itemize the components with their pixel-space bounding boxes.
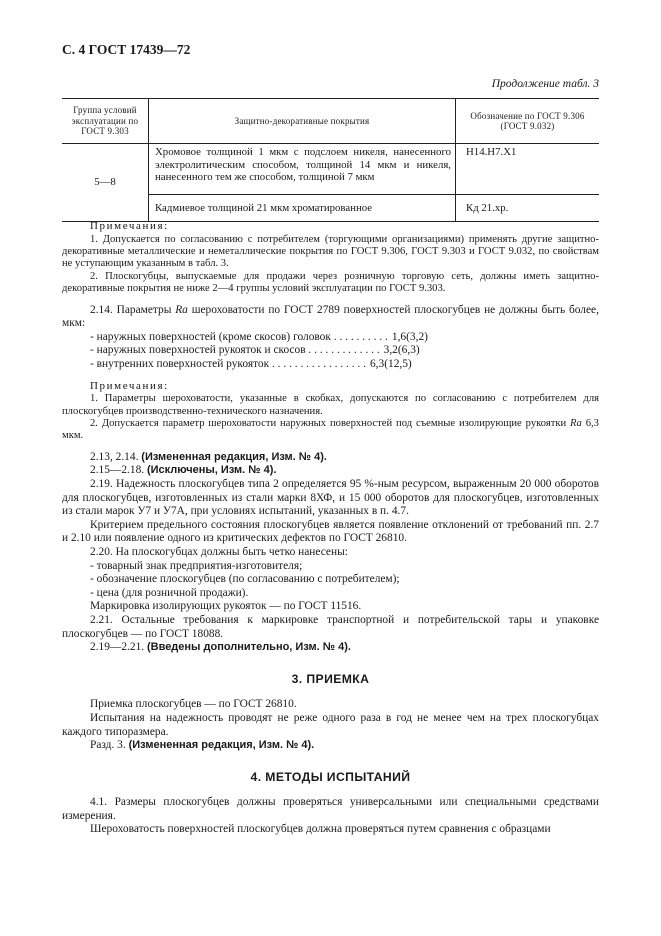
table-continuation-label: Продолжение табл. 3: [491, 78, 599, 90]
section-4-title: 4. МЕТОДЫ ИСПЫТАНИЙ: [250, 769, 411, 784]
roughness-item: - внутренних поверхностей рукояток . . . . . . . . . . . . . . . . . 6,3(12,5): [90, 358, 412, 370]
column-header-designation: Обозначение по ГОСТ 9.306 (ГОСТ 9.032): [456, 99, 600, 144]
roughness-item: - наружных поверхностей (кроме скосов) головок . . . . . . . . . . 1,6(3,2): [90, 330, 428, 343]
roughness-item: - наружных поверхностей рукояток и скосов . . . . . . . . . . . . . 3,2(6,3): [90, 344, 420, 357]
paragraph-roughness-check: Шероховатость поверхностей плоскогубцев должна проверяться путем сравнения с образцами: [90, 823, 551, 836]
column-header-coating: Защитно-декоративные покрытия: [149, 99, 456, 144]
designation-cell: Н14.Н7.Х1: [456, 144, 600, 195]
paragraph-4-1: 4.1. Размеры плоскогубцев должны проверяться универсальными или специальными средствами измерения.: [62, 796, 599, 822]
note-2: 2. Плоскогубцы, выпускаемые для продажи через розничную торговую сеть, должны иметь защитно-декоративные покрытия не ниже 2—4 группы условий эксплуатации по ГОСТ 9.303.: [62, 270, 599, 295]
paragraph-2-14: 2.14. Параметры Ra шероховатости по ГОСТ 2789 поверхностей плоскогубцев не должны быть более, мкм:: [62, 303, 599, 330]
notes-heading: Примечания:: [90, 379, 169, 392]
coating-cell: Хромовое толщиной 1 мкм с подслоем никеля, нанесенного электролитическим способом, толщиной 14 мкм и никеля, нанесенного тем же способом, толщиной 7 мкм: [149, 144, 456, 195]
paragraph-2-19: 2.19. Надежность плоскогубцев типа 2 определяется 95 %-ным ресурсом, выраженным 20 000 оборотов для плоскогубцев, изготовленных из стали марки 8ХФ, и 15 000 оборотов для плоскогубцев, изготовленных из стали марок У7 и У7А, при условиях испытаний, указанных в п. 4.7.: [62, 478, 599, 518]
paragraph-criterion: Критерием предельного состояния плоскогубцев является появление отклонений от требований пп. 2.7 и 2.10 или появление одного из критических дефектов по ГОСТ 26810.: [62, 518, 599, 545]
note-1: 1. Параметры шероховатости, указанные в скобках, допускаются по согласованию с потребителем для плоскогубцев производственно-технического назначения.: [62, 393, 599, 417]
coatings-table: [62, 98, 599, 222]
section-3-title: 3. ПРИЕМКА: [291, 671, 370, 686]
list-item: - товарный знак предприятия-изготовителя;: [90, 559, 303, 572]
paragraph-2-21: 2.21. Остальные требования к маркировке транспортной и потребительской тары и упаковке плоскогубцев — по ГОСТ 18088.: [62, 613, 599, 640]
group-cell: 5—8: [62, 144, 149, 222]
coating-cell: Кадмиевое толщиной 21 мкм хроматированное: [149, 195, 456, 222]
column-header-group: Группа условий эксплуатации по ГОСТ 9.303: [62, 99, 149, 144]
paragraph-reliability-tests: Испытания на надежность проводят не реже одного раза в год не менее чем на трех плоскогубцах каждого типоразмера.: [62, 711, 599, 738]
paragraph-acceptance: Приемка плоскогубцев — по ГОСТ 26810.: [90, 698, 297, 711]
paragraph-2-15: 2.15—2.18. (Исключены, Изм. № 4).: [90, 464, 277, 477]
designation-cell: Кд 21.хр.: [456, 195, 600, 222]
table-row: [62, 144, 599, 195]
paragraph-2-19-21: 2.19—2.21. (Введены дополнительно, Изм. № 4).: [90, 641, 351, 654]
list-item: - обозначение плоскогубцев (по согласованию с потребителем);: [90, 573, 400, 586]
note-2: 2. Допускается параметр шероховатости наружных поверхностей под съемные изолирующие рукоятки Ra 6,3 мкм.: [62, 418, 599, 442]
list-item: - цена (для розничной продажи).: [90, 586, 249, 599]
paragraph-2-20: 2.20. На плоскогубцах должны быть четко нанесены:: [90, 545, 348, 558]
paragraph-section-3-change: Разд. 3. (Измененная редакция, Изм. № 4).: [90, 739, 315, 752]
document-body: [62, 220, 599, 837]
notes-heading: Примечания:: [90, 220, 169, 232]
page-header: С. 4 ГОСТ 17439—72: [62, 42, 191, 57]
paragraph-2-13: 2.13, 2.14. (Измененная редакция, Изм. № 4).: [90, 450, 327, 463]
note-1: 1. Допускается по согласованию с потребителем (торгующими организациями) применять другие защитно-декоративные металлические и неметаллические покрытия по ГОСТ 9.306, ГОСТ 9.303 и ГОСТ 9.032, по свойствам не уступающим указанным в табл. 3.: [62, 233, 599, 270]
table-header-row: [62, 99, 599, 144]
paragraph-marking: Маркировка изолирующих рукояток — по ГОСТ 11516.: [90, 600, 362, 613]
